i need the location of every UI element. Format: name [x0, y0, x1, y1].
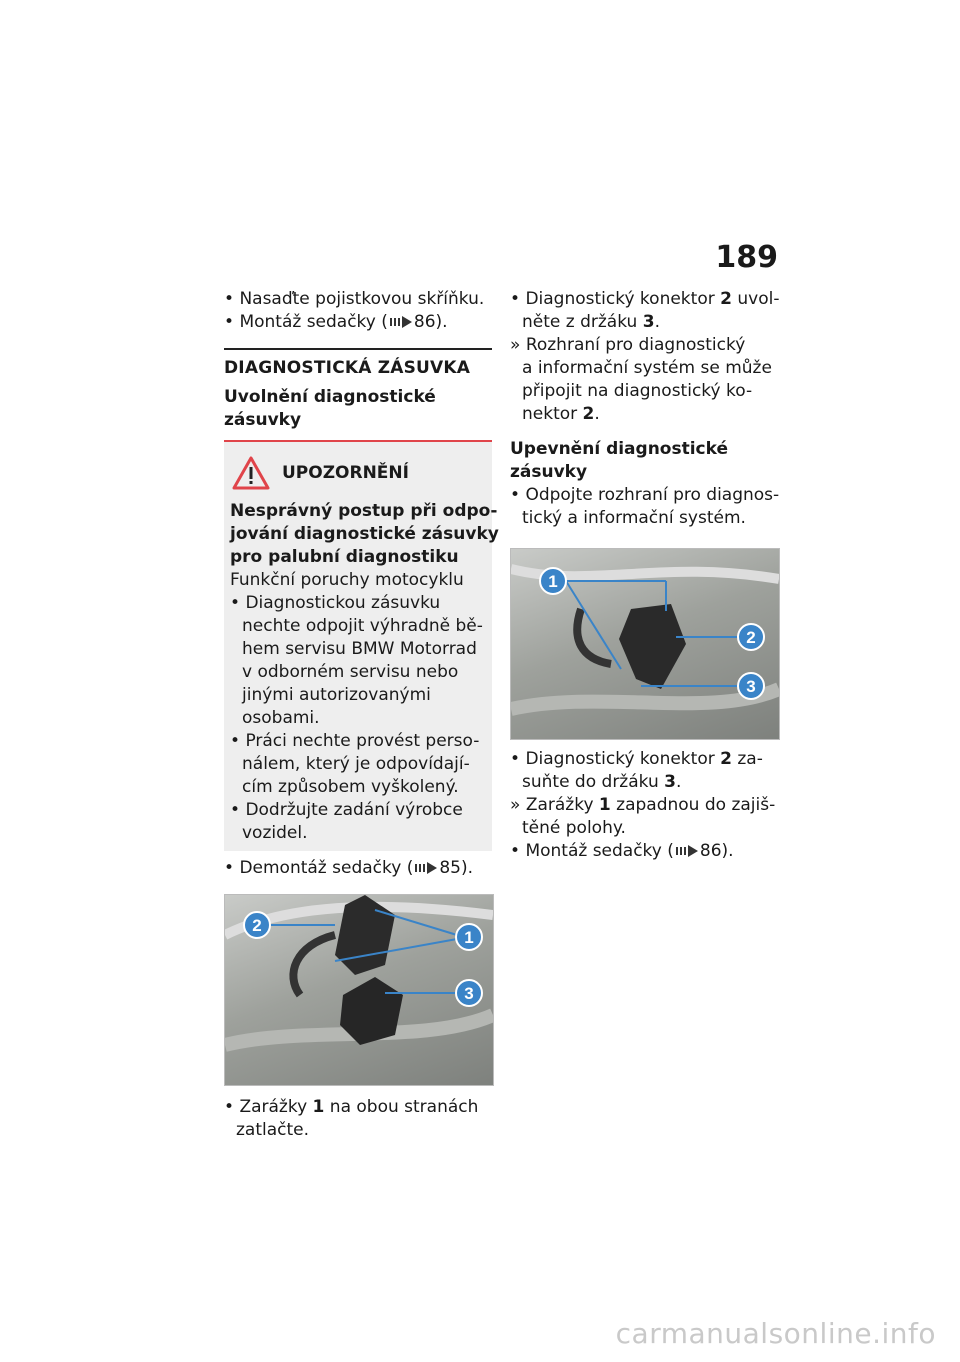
section-title: DIAGNOSTICKÁ ZÁSUVKA — [224, 348, 492, 378]
text: připojit na diagnostický ko- — [522, 381, 753, 401]
text: za- — [731, 749, 763, 769]
figure-diagnostic-socket-remove — [224, 894, 494, 1086]
text: Rozhraní pro diagnostický — [525, 335, 746, 355]
text: hem servisu BMW Motorrad — [242, 639, 477, 659]
callout-label: 1 — [548, 572, 558, 591]
text: Diagnostický konektor — [525, 289, 721, 309]
text: vozidel. — [242, 823, 308, 843]
text: Montáž sedačky ( — [525, 841, 674, 861]
text: Nasaďte pojistkovou skříňku. — [239, 289, 485, 309]
page-reference-arrow-icon — [676, 845, 698, 857]
ref-number: 3 — [664, 772, 676, 792]
text: Práci nechte provést perso- — [245, 731, 480, 751]
callout-label: 3 — [464, 984, 474, 1003]
page-ref[interactable]: 85). — [439, 858, 474, 878]
page-reference-arrow-icon — [390, 316, 412, 328]
bullet-push-latches: • Zarážky 1 na obou stranách — [224, 1097, 479, 1117]
text: uvol- — [731, 289, 780, 309]
ref-number: 1 — [598, 795, 611, 815]
text: na obou stranách — [324, 1097, 479, 1117]
figure-diagnostic-socket-fasten — [510, 548, 780, 740]
text: zapadnou do zajiš- — [610, 795, 776, 815]
bullet-disconnect-interface: • Odpojte rozhraní pro diagnos- — [510, 485, 780, 505]
warning-cause: pro palubní diagnostiku — [230, 547, 459, 567]
bullet-slide-connector: • Diagnostický konektor 2 za- — [510, 749, 763, 769]
callout-label: 2 — [252, 916, 262, 935]
text: Odpojte rozhraní pro diagnos- — [525, 485, 780, 505]
ref-number: 2 — [582, 404, 595, 424]
bullet-seat-remove: • Demontáž sedačky ( 85). — [224, 858, 474, 878]
text-line — [510, 403, 778, 426]
text: cím způsobem vyškolený. — [242, 777, 459, 797]
watermark: carmanualsonline.info — [615, 1317, 936, 1350]
title-line: Uvolnění diagnostické — [224, 387, 436, 407]
title-line: zásuvky — [510, 462, 588, 482]
ref-number: 2 — [720, 749, 732, 769]
text: Demontáž sedačky ( — [239, 858, 414, 878]
text: jinými autorizovanými — [242, 685, 431, 705]
text: Zarážky — [525, 795, 599, 815]
subsection-title — [224, 386, 492, 432]
result-latches: » Zarážky 1 zapadnou do zajiš- — [510, 795, 776, 815]
text: zatlačte. — [236, 1120, 310, 1140]
page-reference-arrow-icon — [415, 862, 437, 874]
text: nálem, který je odpovídají- — [242, 754, 470, 774]
callout-label: 2 — [746, 628, 756, 647]
figure-illustration — [225, 895, 493, 1085]
warning-effect: Funkční poruchy motocyklu — [230, 570, 464, 590]
bullet-seat-install: • Montáž sedačky ( 86). — [510, 841, 734, 861]
text: Montáž sedačky ( — [239, 312, 388, 332]
text: nektor — [522, 404, 583, 424]
warning-item: • Práci nechte provést perso- — [230, 731, 480, 751]
right-column — [510, 288, 778, 863]
text: něte z držáku — [522, 312, 643, 332]
ref-number: 2 — [720, 289, 732, 309]
text: a informační systém se může — [522, 358, 772, 378]
text: tický a informační systém. — [522, 508, 746, 528]
text: Dodržujte zadání výrobce — [245, 800, 463, 820]
text: . — [654, 312, 660, 332]
text: . — [594, 404, 600, 424]
text-line — [510, 771, 778, 794]
page-ref[interactable]: 86). — [699, 841, 734, 861]
warning-cause: Nesprávný postup při odpo- — [230, 501, 498, 521]
text: těné polohy. — [522, 818, 626, 838]
warning-item: • Diagnostickou zásuvku — [230, 593, 441, 613]
text: osobami. — [242, 708, 320, 728]
text: v odborném servisu nebo — [242, 662, 459, 682]
text: Zarážky — [239, 1097, 313, 1117]
text: . — [676, 772, 682, 792]
page-number: 189 — [715, 240, 778, 275]
result-interface: » Rozhraní pro diagnostický — [510, 335, 746, 355]
text: nechte odpojit výhradně bě- — [242, 616, 483, 636]
warning-triangle-icon — [232, 456, 270, 490]
bullet-release-connector: • Diagnostický konektor 2 uvol- — [510, 289, 780, 309]
text: Diagnostickou zásuvku — [245, 593, 441, 613]
text: Diagnostický konektor — [525, 749, 721, 769]
page-ref[interactable]: 86). — [413, 312, 448, 332]
warning-cause: jování diagnostické zásuvky — [230, 524, 499, 544]
bullet-install-fusebox: • Nasaďte pojistkovou skříňku. — [224, 289, 485, 309]
warning-box — [224, 440, 499, 851]
callout-label: 1 — [464, 928, 474, 947]
callout-label: 3 — [746, 677, 756, 696]
text: suňte do držáku — [522, 772, 665, 792]
title-line: Upevnění diagnostické — [510, 439, 729, 459]
subsection-title — [510, 438, 778, 484]
figure-illustration — [511, 549, 779, 739]
bullet-seat-install: • Montáž sedačky ( 86). — [224, 312, 448, 332]
warning-title: UPOZORNĚNÍ — [282, 463, 409, 483]
warning-header — [232, 456, 488, 490]
title-line: zásuvky — [224, 410, 302, 430]
warning-item: • Dodržujte zadání výrobce — [230, 800, 463, 820]
left-column — [224, 288, 499, 1142]
ref-number: 1 — [312, 1097, 325, 1117]
ref-number: 3 — [642, 312, 655, 332]
text-line — [510, 311, 778, 334]
